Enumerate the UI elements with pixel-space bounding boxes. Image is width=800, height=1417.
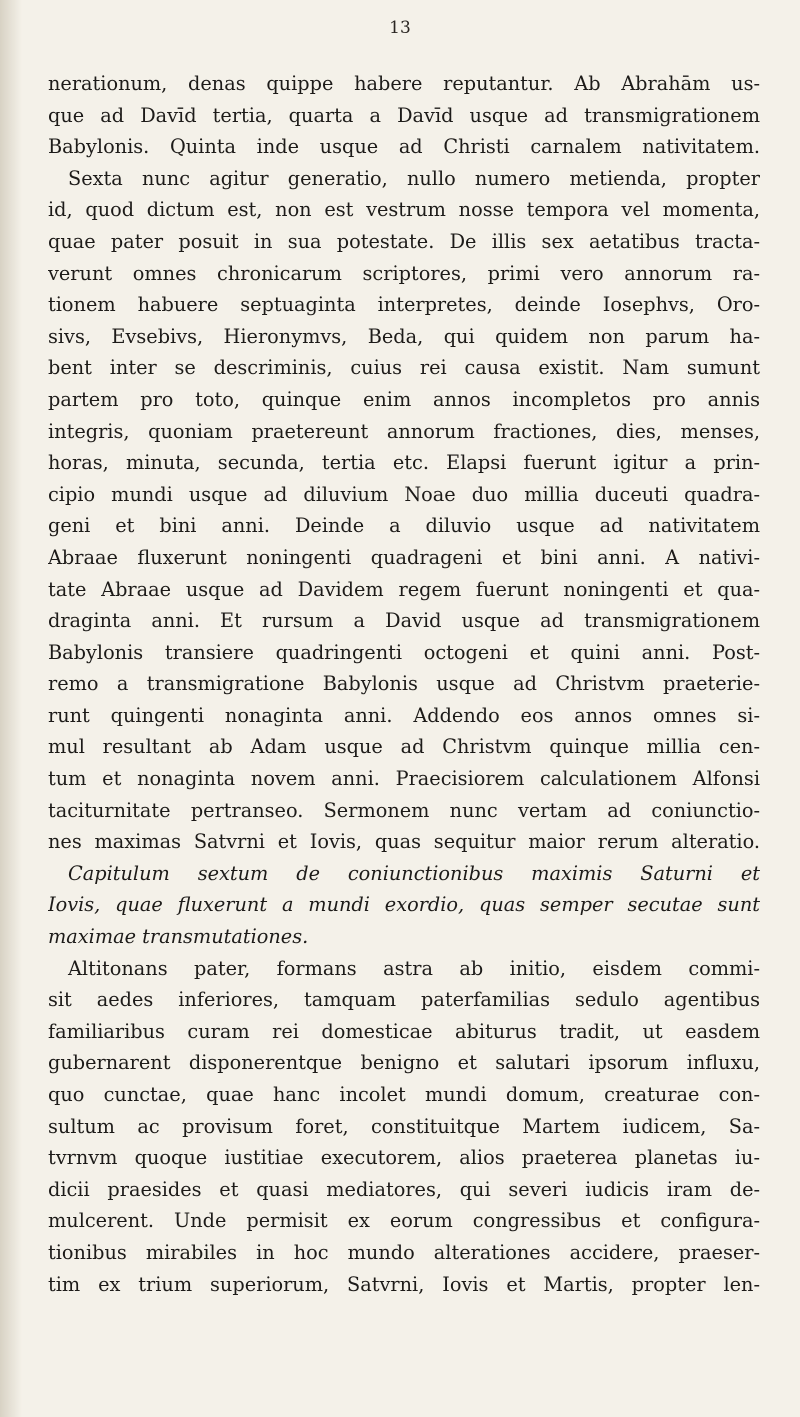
text-line: geni et bini anni. Deinde a diluvio usque ad nativitatem bbox=[48, 514, 760, 538]
text-line: tvrnvm quoque iustitiae executorem, alios praeterea planetas iu- bbox=[48, 1146, 760, 1170]
page-number: 13 bbox=[389, 18, 411, 38]
text-line: gubernarent disponerentque benigno et salutari ipsorum influxu, bbox=[48, 1051, 760, 1075]
text-line: tum et nonaginta novem anni. Praecisiorem calculationem Alfonsi bbox=[48, 767, 760, 791]
text-line: Babylonis. Quinta inde usque ad Christi carnalem nativitatem. bbox=[48, 135, 760, 159]
text-line: tim ex trium superiorum, Satvrni, Iovis et Martis, propter len- bbox=[48, 1272, 760, 1296]
text-line: cipio mundi usque ad diluvium Noae duo millia duceuti quadra- bbox=[48, 482, 760, 506]
text-line: quo cunctae, quae hanc incolet mundi domum, creaturae con- bbox=[48, 1083, 760, 1106]
text-line: Abraae fluxerunt noningenti quadrageni et bini anni. A nativi- bbox=[48, 545, 760, 569]
text-line: verunt omnes chronicarum scriptores, primi vero annorum ra- bbox=[48, 261, 760, 285]
gutter-shadow bbox=[0, 0, 22, 1417]
text-line: tate Abraae usque ad Davidem regem fuerunt noningenti et qua- bbox=[48, 577, 760, 601]
text-line: mul resultant ab Adam usque ad Christvm quinque millia cen- bbox=[48, 735, 760, 759]
text-line: partem pro toto, quinque enim annos incompletos pro annis bbox=[48, 387, 760, 411]
text-line: id, quod dictum est, non est vestrum nosse tempora vel momenta, bbox=[48, 198, 760, 222]
text-line: familiaribus curam rei domesticae abiturus tradit, ut easdem bbox=[48, 1019, 760, 1043]
text-line: sultum ac provisum foret, constituitque Martem iudicem, Sa- bbox=[48, 1114, 760, 1138]
text-line: nerationum, denas quippe habere reputantur. Ab Abrahām us- bbox=[48, 72, 760, 95]
text-line: taciturnitate pertranseo. Sermonem nunc vertam ad coniunctio- bbox=[48, 798, 760, 822]
text-line: que ad Davīd tertia, quarta a Davīd usque ad transmigrationem bbox=[48, 103, 760, 127]
text-line: sivs, Evsebivs, Hieronymvs, Beda, qui quidem non parum ha- bbox=[48, 324, 760, 348]
body-text bbox=[48, 68, 760, 1300]
text-line: horas, minuta, secunda, tertia etc. Elapsi fuerunt igitur a prin- bbox=[48, 451, 760, 475]
text-line: draginta anni. Et rursum a David usque ad transmigrationem bbox=[48, 609, 760, 633]
text-line: Altitonans pater, formans astra ab initio, eisdem commi- bbox=[68, 956, 760, 980]
text-line: quae pater posuit in sua potestate. De illis sex aetatibus tracta- bbox=[48, 229, 760, 253]
text-line: tionibus mirabiles in hoc mundo alterationes accidere, praeser- bbox=[48, 1240, 760, 1264]
chapter-heading-line: Iovis, quae fluxerunt a mundi exordio, quas semper secutae sunt bbox=[48, 893, 760, 917]
text-line: Sexta nunc agitur generatio, nullo numero metienda, propter bbox=[68, 166, 760, 190]
text-line: sit aedes inferiores, tamquam paterfamilias sedulo agentibus bbox=[48, 988, 760, 1012]
text-line: nes maximas Satvrni et Iovis, quas sequitur maior rerum alteratio. bbox=[48, 830, 760, 854]
text-line: bent inter se descriminis, cuius rei causa existit. Nam sumunt bbox=[48, 356, 760, 380]
text-line: mulcerent. Unde permisit ex eorum congressibus et configura- bbox=[48, 1209, 760, 1233]
text-line: dicii praesides et quasi mediatores, qui severi iudicis iram de- bbox=[48, 1177, 760, 1201]
chapter-heading-line: maximae transmutationes. bbox=[48, 925, 309, 949]
text-line: integris, quoniam praetereunt annorum fractiones, dies, menses, bbox=[48, 419, 760, 443]
text-line: Babylonis transiere quadringenti octogeni et quini anni. Post- bbox=[48, 640, 760, 664]
text-line: tionem habuere septuaginta interpretes, deinde Iosephvs, Oro- bbox=[48, 293, 760, 317]
text-line: remo a transmigratione Babylonis usque ad Christvm praeterie- bbox=[48, 672, 760, 696]
chapter-heading-line: Capitulum sextum de coniunctionibus maximis Saturni et bbox=[68, 861, 760, 885]
text-line: runt quingenti nonaginta anni. Addendo eos annos omnes si- bbox=[48, 703, 760, 727]
